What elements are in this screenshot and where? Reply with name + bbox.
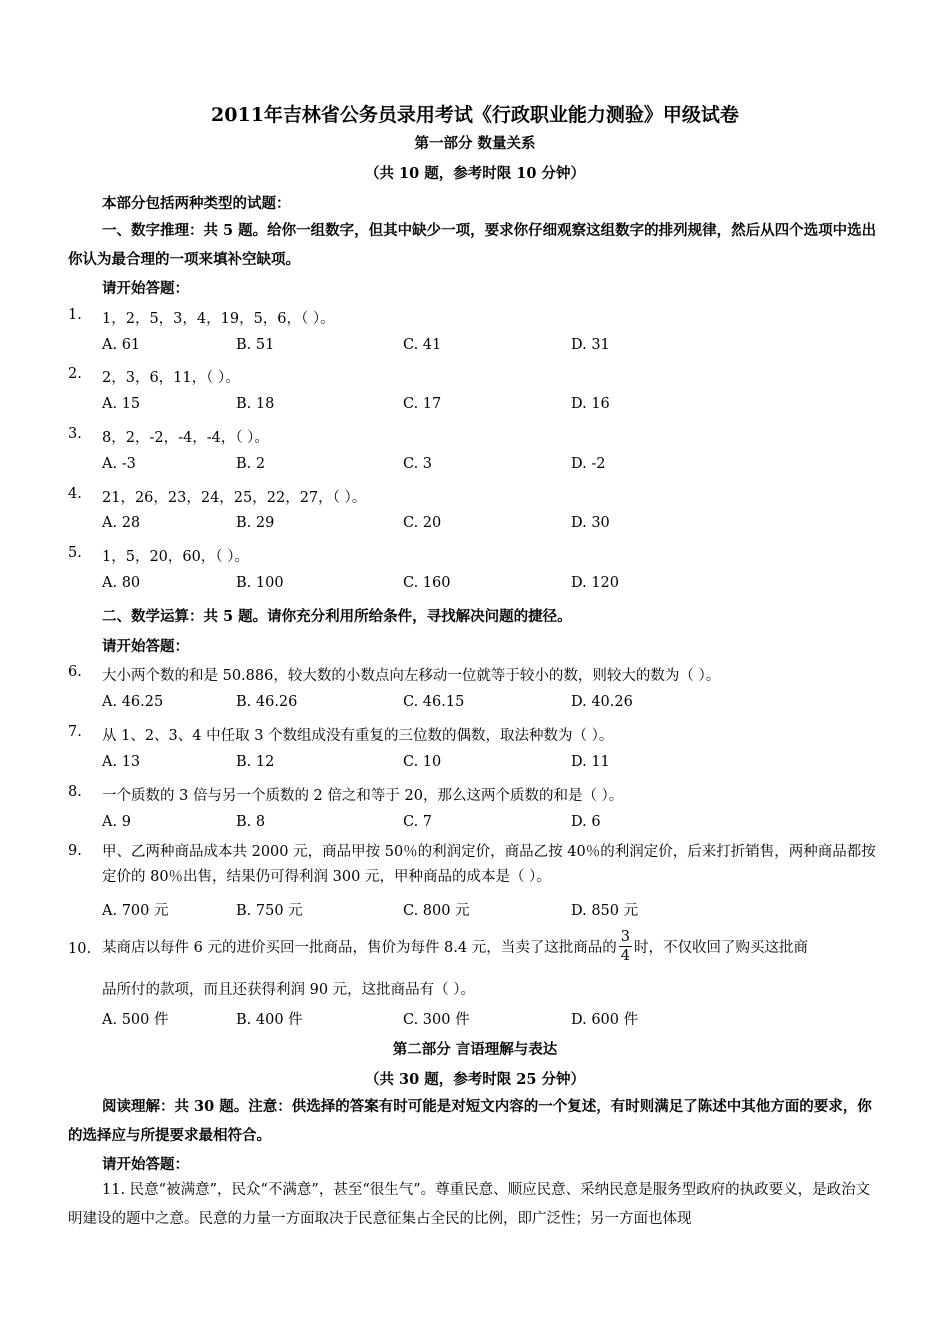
option-d: D. 11 [571, 754, 610, 770]
question-text: 从 1、2、3、4 中任取 3 个数组成没有重复的三位数的偶数，取法种数为（ ）。 [102, 728, 614, 744]
part2-heading: 第二部分 言语理解与表达 [392, 1041, 558, 1058]
question-number: 8. [68, 784, 82, 800]
fraction-numerator: 3 [620, 928, 630, 945]
option-a: A. 80 [102, 575, 141, 591]
option-c: C. 17 [403, 396, 442, 412]
option-d: D. 31 [571, 337, 610, 353]
option-a: A. 13 [102, 754, 141, 770]
option-a: A. 15 [102, 396, 141, 412]
question-text-part2: 时，不仅收回了购买这批商 [633, 939, 808, 956]
option-c: C. 41 [403, 337, 442, 353]
option-a: A. 28 [102, 515, 141, 531]
question-text: 21，26，23，24，25，22，27，（ ）。 [102, 490, 367, 506]
question-number: 1. [68, 307, 82, 323]
question-number: 9. [68, 843, 82, 859]
option-b: B. 100 [236, 575, 284, 591]
question-number: 7. [68, 724, 82, 740]
option-a: A. 9 [102, 814, 131, 830]
question-text: 1，5，20，60，（ ）。 [102, 549, 249, 565]
question-text: 8，2，-2，-4，-4，（ ）。 [102, 430, 269, 446]
question-number: 4. [68, 486, 82, 502]
option-a: A. 61 [102, 337, 141, 353]
option-c: C. 3 [403, 456, 433, 472]
option-d: D. 120 [571, 575, 620, 591]
option-d: D. 40.26 [571, 694, 633, 710]
option-d: D. 6 [571, 814, 601, 830]
option-b: B. 51 [236, 337, 275, 353]
option-d: D. 16 [571, 396, 610, 412]
fraction-denominator: 4 [620, 947, 630, 964]
option-a: A. 46.25 [102, 694, 164, 710]
fraction [619, 928, 632, 965]
option-c: C. 300 件 [403, 1012, 470, 1028]
question-number: 5. [68, 545, 82, 561]
question-number: 3. [68, 426, 82, 442]
start-prompt-1: 请开始答题： [102, 280, 189, 297]
section2-description: 二、数学运算：共 5 题。请你充分利用所给条件，寻找解决问题的捷径。 [102, 608, 572, 625]
option-b: B. 29 [236, 515, 275, 531]
option-b: B. 8 [236, 814, 266, 830]
option-d: D. 600 件 [571, 1012, 639, 1028]
question-text: 甲、乙两种商品成本共 2000 元，商品甲按 50％的利润定价，商品乙按 40％的利润定价，后来打折销售，两种商品都按定价的 80％出售，结果仍可得利润 300 元，甲种商品的成本是（ ）。 [102, 844, 876, 885]
option-a: A. 700 元 [102, 903, 169, 919]
option-a: A. 500 件 [102, 1012, 169, 1028]
question-text-part1: 某商店以每件 6 元的进价买回一批商品，售价为每件 8.4 元，当卖了这批商品的 [102, 939, 617, 956]
option-c: C. 20 [403, 515, 442, 531]
option-d: D. -2 [571, 456, 606, 472]
document-title: 2011年吉林省公务员录用考试《行政职业能力测验》甲级试卷 [211, 104, 739, 126]
option-c: C. 160 [403, 575, 451, 591]
option-c: C. 7 [403, 814, 433, 830]
question-number: 10. [68, 941, 92, 957]
part1-subheading: （共 10 题，参考时限 10 分钟） [364, 165, 586, 182]
option-c: C. 10 [403, 754, 442, 770]
option-b: B. 750 元 [236, 903, 303, 919]
start-prompt-3: 请开始答题： [102, 1156, 189, 1173]
part2-description: 阅读理解：共 30 题。注意：供选择的答案有时可能是对短文内容的一个复述，有时则满足了陈述中其他方面的要求，你的选择应与所提要求最相符合。 [68, 1098, 872, 1144]
option-c: C. 800 元 [403, 903, 470, 919]
option-b: B. 2 [236, 456, 266, 472]
question-number: 6. [68, 664, 82, 680]
option-b: B. 400 件 [236, 1012, 303, 1028]
question-text: 一个质数的 3 倍与另一个质数的 2 倍之和等于 20，那么这两个质数的和是（ ）。 [102, 788, 624, 804]
question-text: 大小两个数的和是 50.886，较大数的小数点向左移动一位就等于较小的数，则较大的数为（ ）。 [102, 668, 721, 684]
option-d: D. 850 元 [571, 903, 639, 919]
option-b: B. 46.26 [236, 694, 298, 710]
section1-description: 一、数字推理：共 5 题。给你一组数字，但其中缺少一项，要求你仔细观察这组数字的排列规律，然后从四个选项中选出你认为最合理的一项来填补空缺项。 [68, 222, 877, 268]
start-prompt-2: 请开始答题： [102, 638, 189, 655]
part1-intro: 本部分包括两种类型的试题： [102, 195, 291, 212]
option-b: B. 18 [236, 396, 275, 412]
part2-subheading: （共 30 题，参考时限 25 分钟） [364, 1071, 586, 1088]
question-11-text: 11. 民意“被满意”，民众“不满意”，甚至“很生气”。尊重民意、顺应民意、采纳民意是服务型政府的执政要义，是政治文明建设的题中之意。民意的力量一方面取决于民意征集占全民的比例，即广泛性；另一方面也体现 [68, 1182, 871, 1227]
option-d: D. 30 [571, 515, 610, 531]
question-text: 2，3，6，11，（ ）。 [102, 370, 240, 386]
question-number: 2. [68, 366, 82, 382]
question-text-line2: 品所付的款项，而且还获得利润 90 元，这批商品有（ ）。 [102, 982, 476, 998]
question-text [102, 926, 808, 966]
option-b: B. 12 [236, 754, 275, 770]
option-c: C. 46.15 [403, 694, 465, 710]
part1-heading: 第一部分 数量关系 [414, 135, 536, 152]
question-text: 1，2，5，3，4，19，5，6，（ ）。 [102, 311, 335, 327]
option-a: A. -3 [102, 456, 136, 472]
